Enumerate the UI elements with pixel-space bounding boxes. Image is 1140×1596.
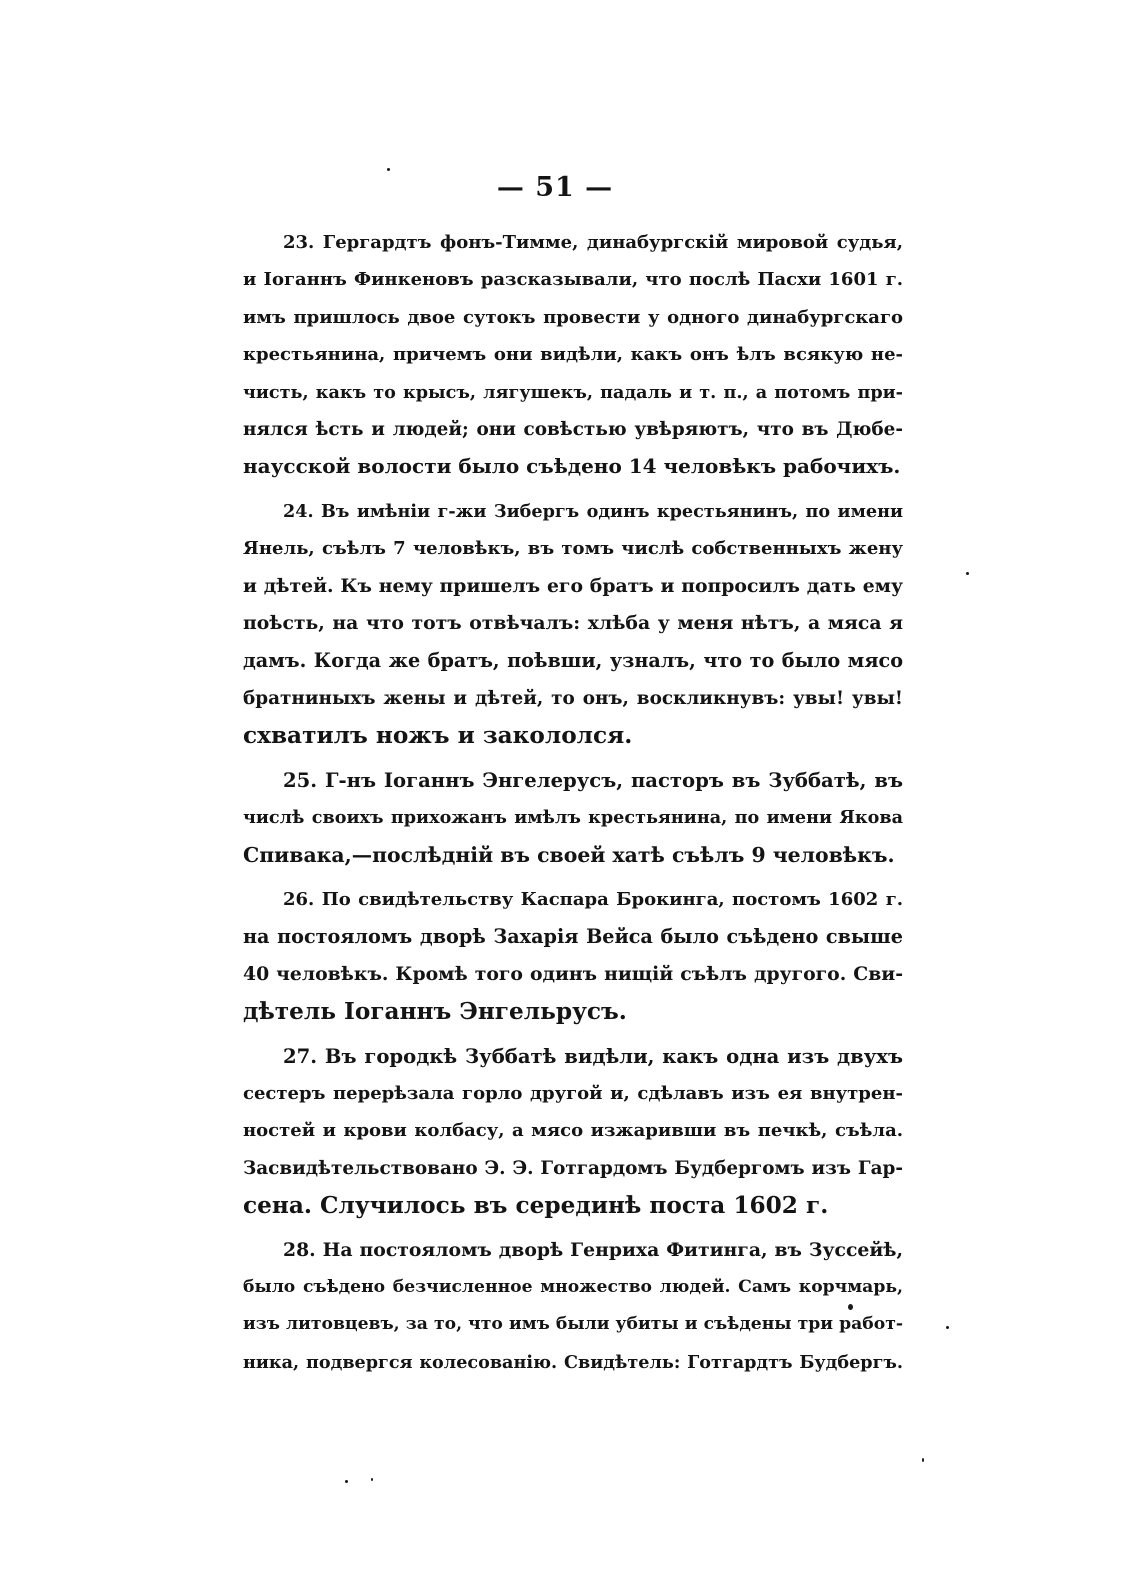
- scan-speck: [966, 572, 969, 575]
- text-line: 25. Г-нъ Іоганнъ Энгелерусъ, пасторъ въ Зуббатѣ, въ: [283, 768, 903, 792]
- text-line: 40 человѣкъ. Кромѣ того одинъ нищій съѣлъ другого. Сви-: [243, 962, 903, 985]
- text-line: 24. Въ имѣніи г-жи Зибергъ одинъ крестьянинъ, по имени: [283, 500, 903, 522]
- text-line: дамъ. Когда же братъ, поѣвши, узналъ, что то было мясо: [243, 649, 903, 673]
- scan-speck: [848, 1304, 853, 1310]
- text-line: изъ литовцевъ, за то, что имъ были убиты и съѣдены три работ-: [243, 1314, 903, 1335]
- text-line: на постояломъ дворѣ Захарія Вейса было съѣдено свыше: [243, 925, 903, 949]
- text-line: поѣсть, на что тотъ отвѣчалъ: хлѣба у меня нѣтъ, а мяса я: [243, 612, 903, 635]
- text-line: Спивака,—послѣдній въ своей хатѣ съѣлъ 9 человѣкъ.: [243, 842, 895, 867]
- scan-speck: [946, 1326, 949, 1329]
- text-line: было съѣдено безчисленное множество людей. Самъ корчмарь,: [243, 1276, 903, 1297]
- page-number: — 51 —: [496, 172, 614, 203]
- scan-speck: [922, 1458, 924, 1462]
- text-line: схватилъ ножъ и закололся.: [243, 722, 633, 750]
- text-line: числѣ своихъ прихожанъ имѣлъ крестьянина, по имени Якова: [243, 807, 903, 829]
- text-line: и Іоганнъ Финкеновъ разсказывали, что послѣ Пасхи 1601 г.: [243, 269, 903, 291]
- text-line: братниныхъ жены и дѣтей, то онъ, воскликнувъ: увы! увы!: [243, 687, 903, 709]
- text-line: ностей и крови колбасу, а мясо изжаривши въ печкѣ, съѣла.: [243, 1120, 903, 1142]
- text-line: ника, подвергся колесованію. Свидѣтель: Готгардтъ Будбергъ.: [243, 1351, 903, 1373]
- paragraph-24: [243, 493, 903, 755]
- text-line: 26. По свидѣтельству Каспара Брокинга, постомъ 1602 г.: [283, 888, 903, 910]
- text-line: 23. Гергардтъ фонъ-Тимме, динабургскій мировой судья,: [283, 232, 903, 253]
- text-line: чисть, какъ то крысъ, лягушекъ, падаль и т. п., а потомъ при-: [243, 381, 903, 403]
- scan-speck: [387, 168, 390, 171]
- scan-speck: [345, 1480, 348, 1483]
- paragraph-28: [243, 1232, 903, 1382]
- text-body: [243, 224, 903, 1381]
- paragraph-23: [243, 224, 903, 486]
- text-line: наусской волости было съѣдено 14 человѣкъ рабочихъ.: [243, 454, 901, 479]
- text-line: 27. Въ городкѣ Зуббатѣ видѣли, какъ одна изъ двухъ: [283, 1044, 903, 1068]
- paragraph-26: [243, 881, 903, 1031]
- text-line: и дѣтей. Къ нему пришелъ его братъ и попросилъ дать ему: [243, 574, 903, 597]
- paragraph-25: [243, 762, 903, 874]
- text-line: 28. На постояломъ дворѣ Генриха Фитинга, въ Зуссейѣ,: [283, 1238, 903, 1261]
- text-line: нялся ѣсть и людей; они совѣстью увѣряютъ, что въ Дюбе-: [243, 419, 903, 441]
- text-line: дѣтель Іоганнъ Энгельрусъ.: [243, 998, 627, 1026]
- text-line: сена. Случилось въ серединѣ поста 1602 г.: [243, 1192, 829, 1220]
- scan-speck: [371, 1478, 373, 1481]
- paragraph-27: [243, 1038, 903, 1225]
- text-line: крестьянина, причемъ они видѣли, какъ онъ ѣлъ всякую не-: [243, 344, 903, 366]
- text-line: имъ пришлось двое сутокъ провести у одного динабургскаго: [243, 306, 903, 328]
- text-line: сестеръ перерѣзала горло другой и, сдѣлавъ изъ ея внутрен-: [243, 1082, 903, 1104]
- text-line: Засвидѣтельствовано Э. Э. Готгардомъ Будбергомъ изъ Гар-: [243, 1157, 903, 1179]
- text-line: Янель, съѣлъ 7 человѣкъ, въ томъ числѣ собственныхъ жену: [243, 538, 903, 560]
